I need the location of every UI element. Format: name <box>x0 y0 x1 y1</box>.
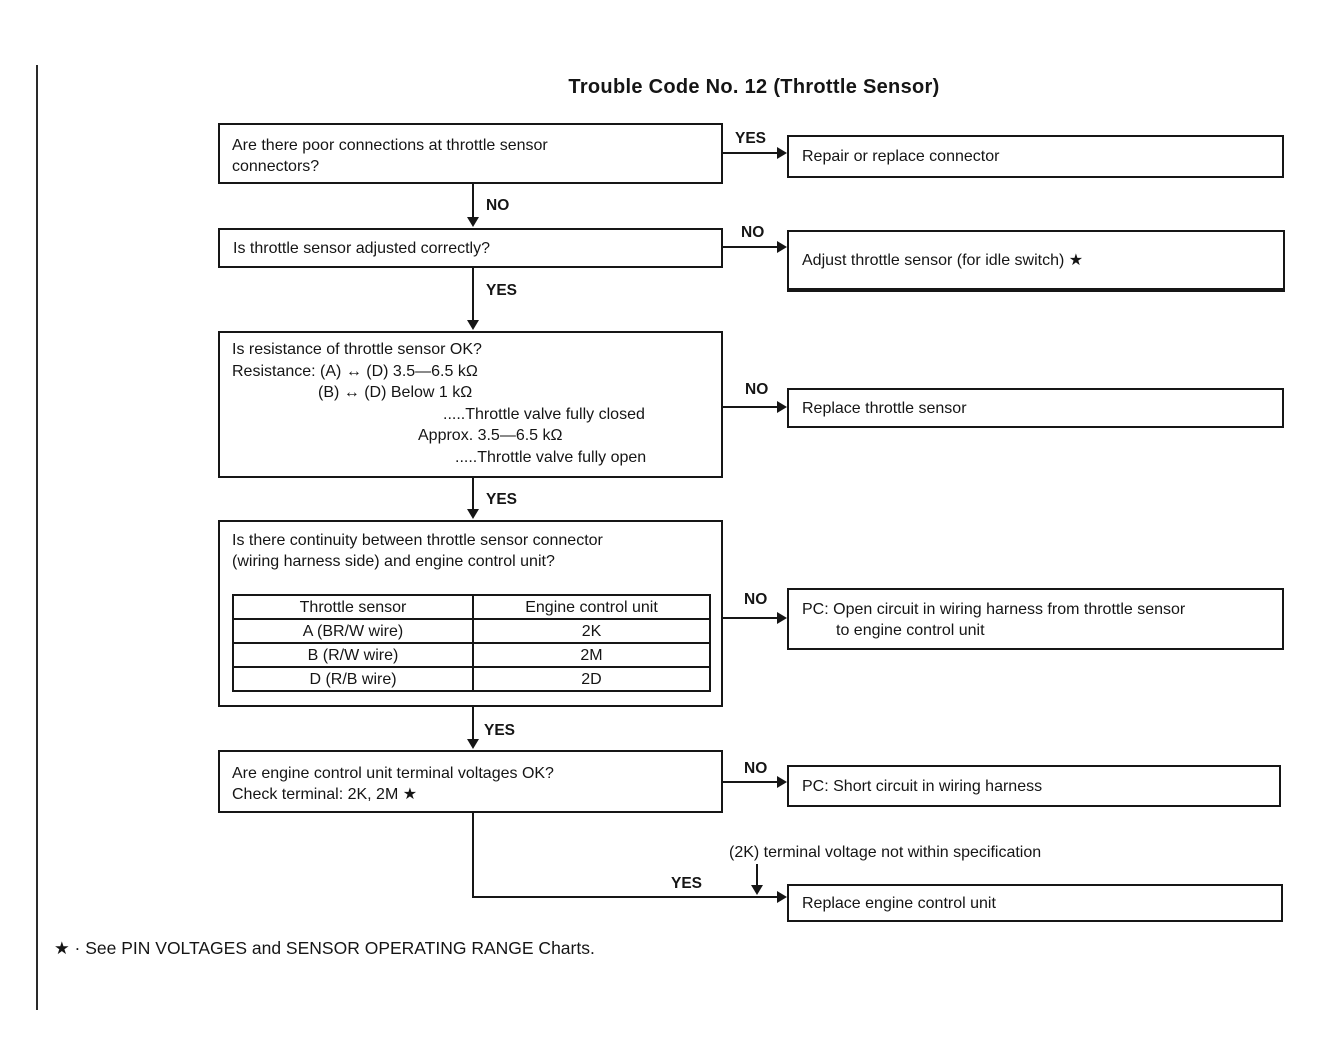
table-header-engine-control-unit: Engine control unit <box>473 595 710 619</box>
table-header-throttle-sensor: Throttle sensor <box>233 595 473 619</box>
decision-box-terminal-voltages <box>218 750 723 813</box>
label-step3-no: NO <box>745 381 769 398</box>
flow-line-step3-yes <box>472 478 474 510</box>
page-title: Trouble Code No. 12 (Throttle Sensor) <box>568 76 940 98</box>
action-box-replace-sensor <box>787 388 1284 428</box>
table-row <box>233 667 710 691</box>
arrowhead-step2-yes <box>467 320 479 330</box>
flow-line-step3-no <box>723 406 779 408</box>
label-step3-yes: YES <box>486 491 518 508</box>
action-box-repair-connector <box>787 135 1284 178</box>
decision-text: Is there continuity between throttle sensor connector <box>232 532 603 549</box>
decision-text: (wiring harness side) and engine control unit? <box>232 553 555 570</box>
action-text: PC: Short circuit in wiring harness <box>802 777 1043 795</box>
table-row <box>233 643 710 667</box>
label-step2-yes: YES <box>486 282 518 299</box>
action-text: Repair or replace connector <box>802 148 1000 165</box>
action-text: PC: Open circuit in wiring harness from throttle sensor <box>802 601 1186 618</box>
label-step5-yes: YES <box>671 875 703 892</box>
label-step1-yes: YES <box>735 130 767 147</box>
action-text: Adjust throttle sensor (for idle switch) ★ <box>802 251 1084 269</box>
flow-line-step2-no <box>723 246 779 248</box>
flow-line-step5-yes-vertical <box>472 813 474 898</box>
decision-text: Is throttle sensor adjusted correctly? <box>233 239 491 257</box>
decision-text: Are engine control unit terminal voltages OK? <box>232 765 554 782</box>
action-text: to engine control unit <box>836 622 985 639</box>
decision-box-connections <box>218 123 723 184</box>
continuity-table <box>232 594 711 692</box>
flow-line-step5-no <box>723 781 779 783</box>
table-cell-wire: D (R/B wire) <box>233 667 473 691</box>
arrowhead-step1-no <box>467 217 479 227</box>
arrowhead-step5-yes <box>777 891 787 903</box>
arrowhead-step1-yes <box>777 147 787 159</box>
label-step2-no: NO <box>741 224 765 241</box>
arrowhead-step3-no <box>777 401 787 413</box>
decision-text: Approx. 3.5—6.5 kΩ <box>418 427 563 444</box>
decision-text: connectors? <box>232 158 320 175</box>
flow-line-step2-yes <box>472 268 474 321</box>
decision-text: Are there poor connections at throttle sensor <box>232 137 548 154</box>
decision-text: .....Throttle valve fully closed <box>443 405 645 423</box>
arrowhead-step5-no <box>777 776 787 788</box>
annotation-arrow-line <box>756 864 758 886</box>
flow-line-step5-yes-horizontal <box>472 896 779 898</box>
table-row <box>233 619 710 643</box>
decision-text: Resistance: (A) ↔ (D) 3.5—6.5 kΩ <box>232 362 478 380</box>
table-cell-terminal: 2M <box>473 643 710 667</box>
arrowhead-step4-no <box>777 612 787 624</box>
table-cell-terminal: 2K <box>473 619 710 643</box>
annotation-arrowhead <box>751 885 763 895</box>
action-box-short-circuit <box>787 765 1281 807</box>
annotation-2k-voltage: (2K) terminal voltage not within specification <box>729 844 1042 861</box>
decision-text: Is resistance of throttle sensor OK? <box>232 341 482 358</box>
label-step4-no: NO <box>744 591 768 608</box>
decision-box-adjustment <box>218 228 723 268</box>
page-edge-line <box>36 65 38 1010</box>
flow-line-step4-no <box>723 617 779 619</box>
decision-box-resistance <box>218 331 723 478</box>
arrowhead-step4-yes <box>467 739 479 749</box>
decision-text: .....Throttle valve fully open <box>455 448 647 466</box>
flow-line-step1-yes <box>723 152 779 154</box>
action-text: Replace engine control unit <box>802 894 996 912</box>
action-box-replace-ecu <box>787 884 1283 922</box>
arrowhead-step3-yes <box>467 509 479 519</box>
table-cell-wire: A (BR/W wire) <box>233 619 473 643</box>
decision-text: (B) ↔ (D) Below 1 kΩ <box>318 384 473 401</box>
action-text: Replace throttle sensor <box>802 399 967 417</box>
label-step5-no: NO <box>744 760 768 777</box>
label-step1-no: NO <box>486 197 510 214</box>
table-header-row <box>233 595 710 619</box>
action-box-adjust-sensor <box>787 230 1285 292</box>
table-cell-wire: B (R/W wire) <box>233 643 473 667</box>
arrowhead-step2-no <box>777 241 787 253</box>
table-cell-terminal: 2D <box>473 667 710 691</box>
decision-box-continuity <box>218 520 723 707</box>
flow-line-step1-no <box>472 184 474 218</box>
footnote: ★ · See PIN VOLTAGES and SENSOR OPERATING RANGE Charts. <box>54 938 595 958</box>
decision-text: Check terminal: 2K, 2M ★ <box>232 786 418 803</box>
label-step4-yes: YES <box>484 722 516 739</box>
flow-line-step4-yes <box>472 707 474 740</box>
action-box-open-circuit <box>787 588 1284 650</box>
